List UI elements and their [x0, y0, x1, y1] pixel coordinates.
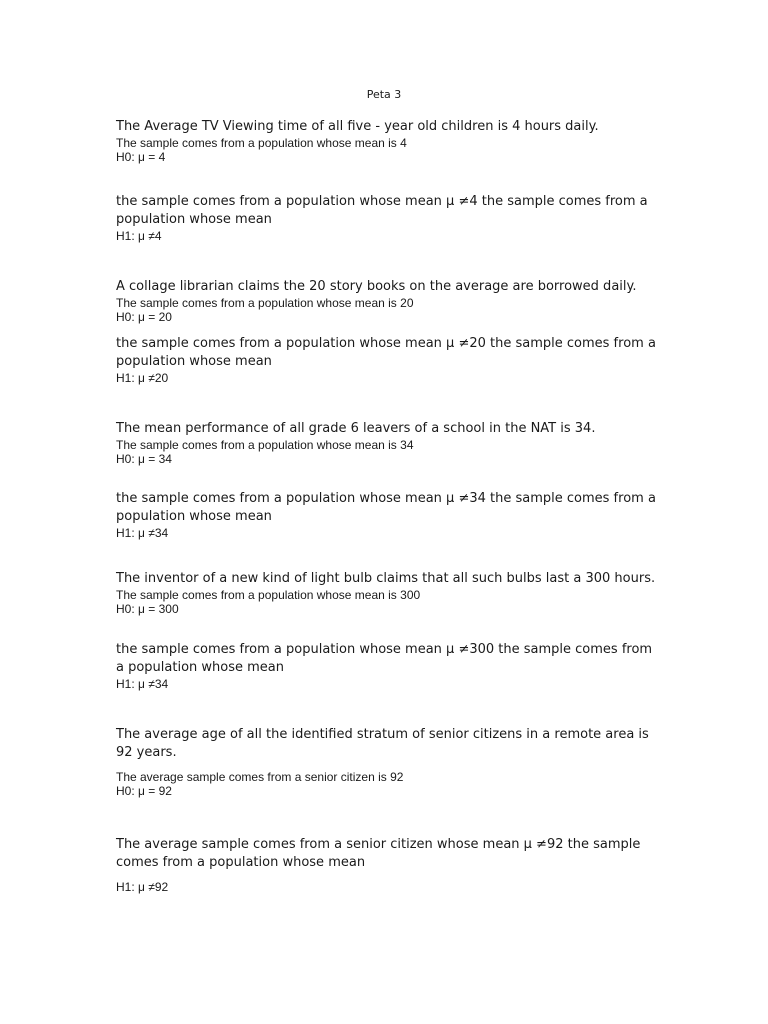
hypothesis-null-block-5 — [116, 726, 656, 798]
problem-statement: The inventor of a new kind of light bulb claims that all such bulbs last a 300 hours. — [116, 571, 656, 586]
null-hypothesis: H0: μ = 34 — [116, 452, 172, 466]
null-description: The sample comes from a population whose mean is 4 — [116, 136, 407, 150]
hypothesis-null-block-2 — [116, 278, 656, 324]
hypothesis-alt-block-1 — [116, 193, 656, 243]
null-hypothesis: H0: μ = 92 — [116, 784, 172, 798]
problem-statement: The mean performance of all grade 6 leavers of a school in the NAT is 34. — [116, 421, 596, 436]
null-description: The sample comes from a population whose mean is 34 — [116, 438, 414, 452]
hypothesis-null-block-3 — [116, 420, 656, 466]
hypothesis-null-block-4 — [116, 570, 656, 616]
alt-hypothesis: H1: μ ≠92 — [116, 880, 169, 894]
null-hypothesis: H0: μ = 4 — [116, 150, 166, 164]
alt-description: the sample comes from a population whose mean μ ≠20 the sample comes from a population whose mean — [116, 336, 656, 369]
null-hypothesis: H0: μ = 20 — [116, 310, 172, 324]
hypothesis-alt-block-5 — [116, 836, 656, 894]
alt-hypothesis: H1: μ ≠4 — [116, 229, 162, 243]
hypothesis-alt-block-4 — [116, 641, 656, 691]
problem-statement: The Average TV Viewing time of all five - year old children is 4 hours daily. — [116, 119, 599, 134]
alt-description: the sample comes from a population whose mean μ ≠300 the sample comes from a population whose mean — [116, 642, 653, 675]
alt-hypothesis: H1: μ ≠34 — [116, 677, 169, 691]
null-description: The sample comes from a population whose mean is 20 — [116, 296, 414, 310]
alt-hypothesis: H1: μ ≠20 — [116, 371, 169, 385]
hypothesis-alt-block-2 — [116, 335, 656, 385]
alt-description: the sample comes from a population whose mean μ ≠4 the sample comes from a population whose mean — [116, 194, 648, 227]
null-description: The average sample comes from a senior citizen is 92 — [116, 770, 404, 784]
hypothesis-alt-block-3 — [116, 490, 656, 540]
null-hypothesis: H0: μ = 300 — [116, 602, 179, 616]
null-description: The sample comes from a population whose mean is 300 — [116, 588, 421, 602]
problem-statement: The average age of all the identified stratum of senior citizens in a remote area is 92 years. — [116, 727, 649, 760]
page-title: Peta 3 — [366, 88, 402, 101]
alt-description: the sample comes from a population whose mean μ ≠34 the sample comes from a population whose mean — [116, 491, 656, 524]
alt-description: The average sample comes from a senior citizen whose mean μ ≠92 the sample comes from a population whose mean — [116, 837, 641, 870]
hypothesis-null-block-1 — [116, 118, 656, 164]
problem-statement: A collage librarian claims the 20 story books on the average are borrowed daily. — [116, 279, 637, 294]
alt-hypothesis: H1: μ ≠34 — [116, 526, 169, 540]
